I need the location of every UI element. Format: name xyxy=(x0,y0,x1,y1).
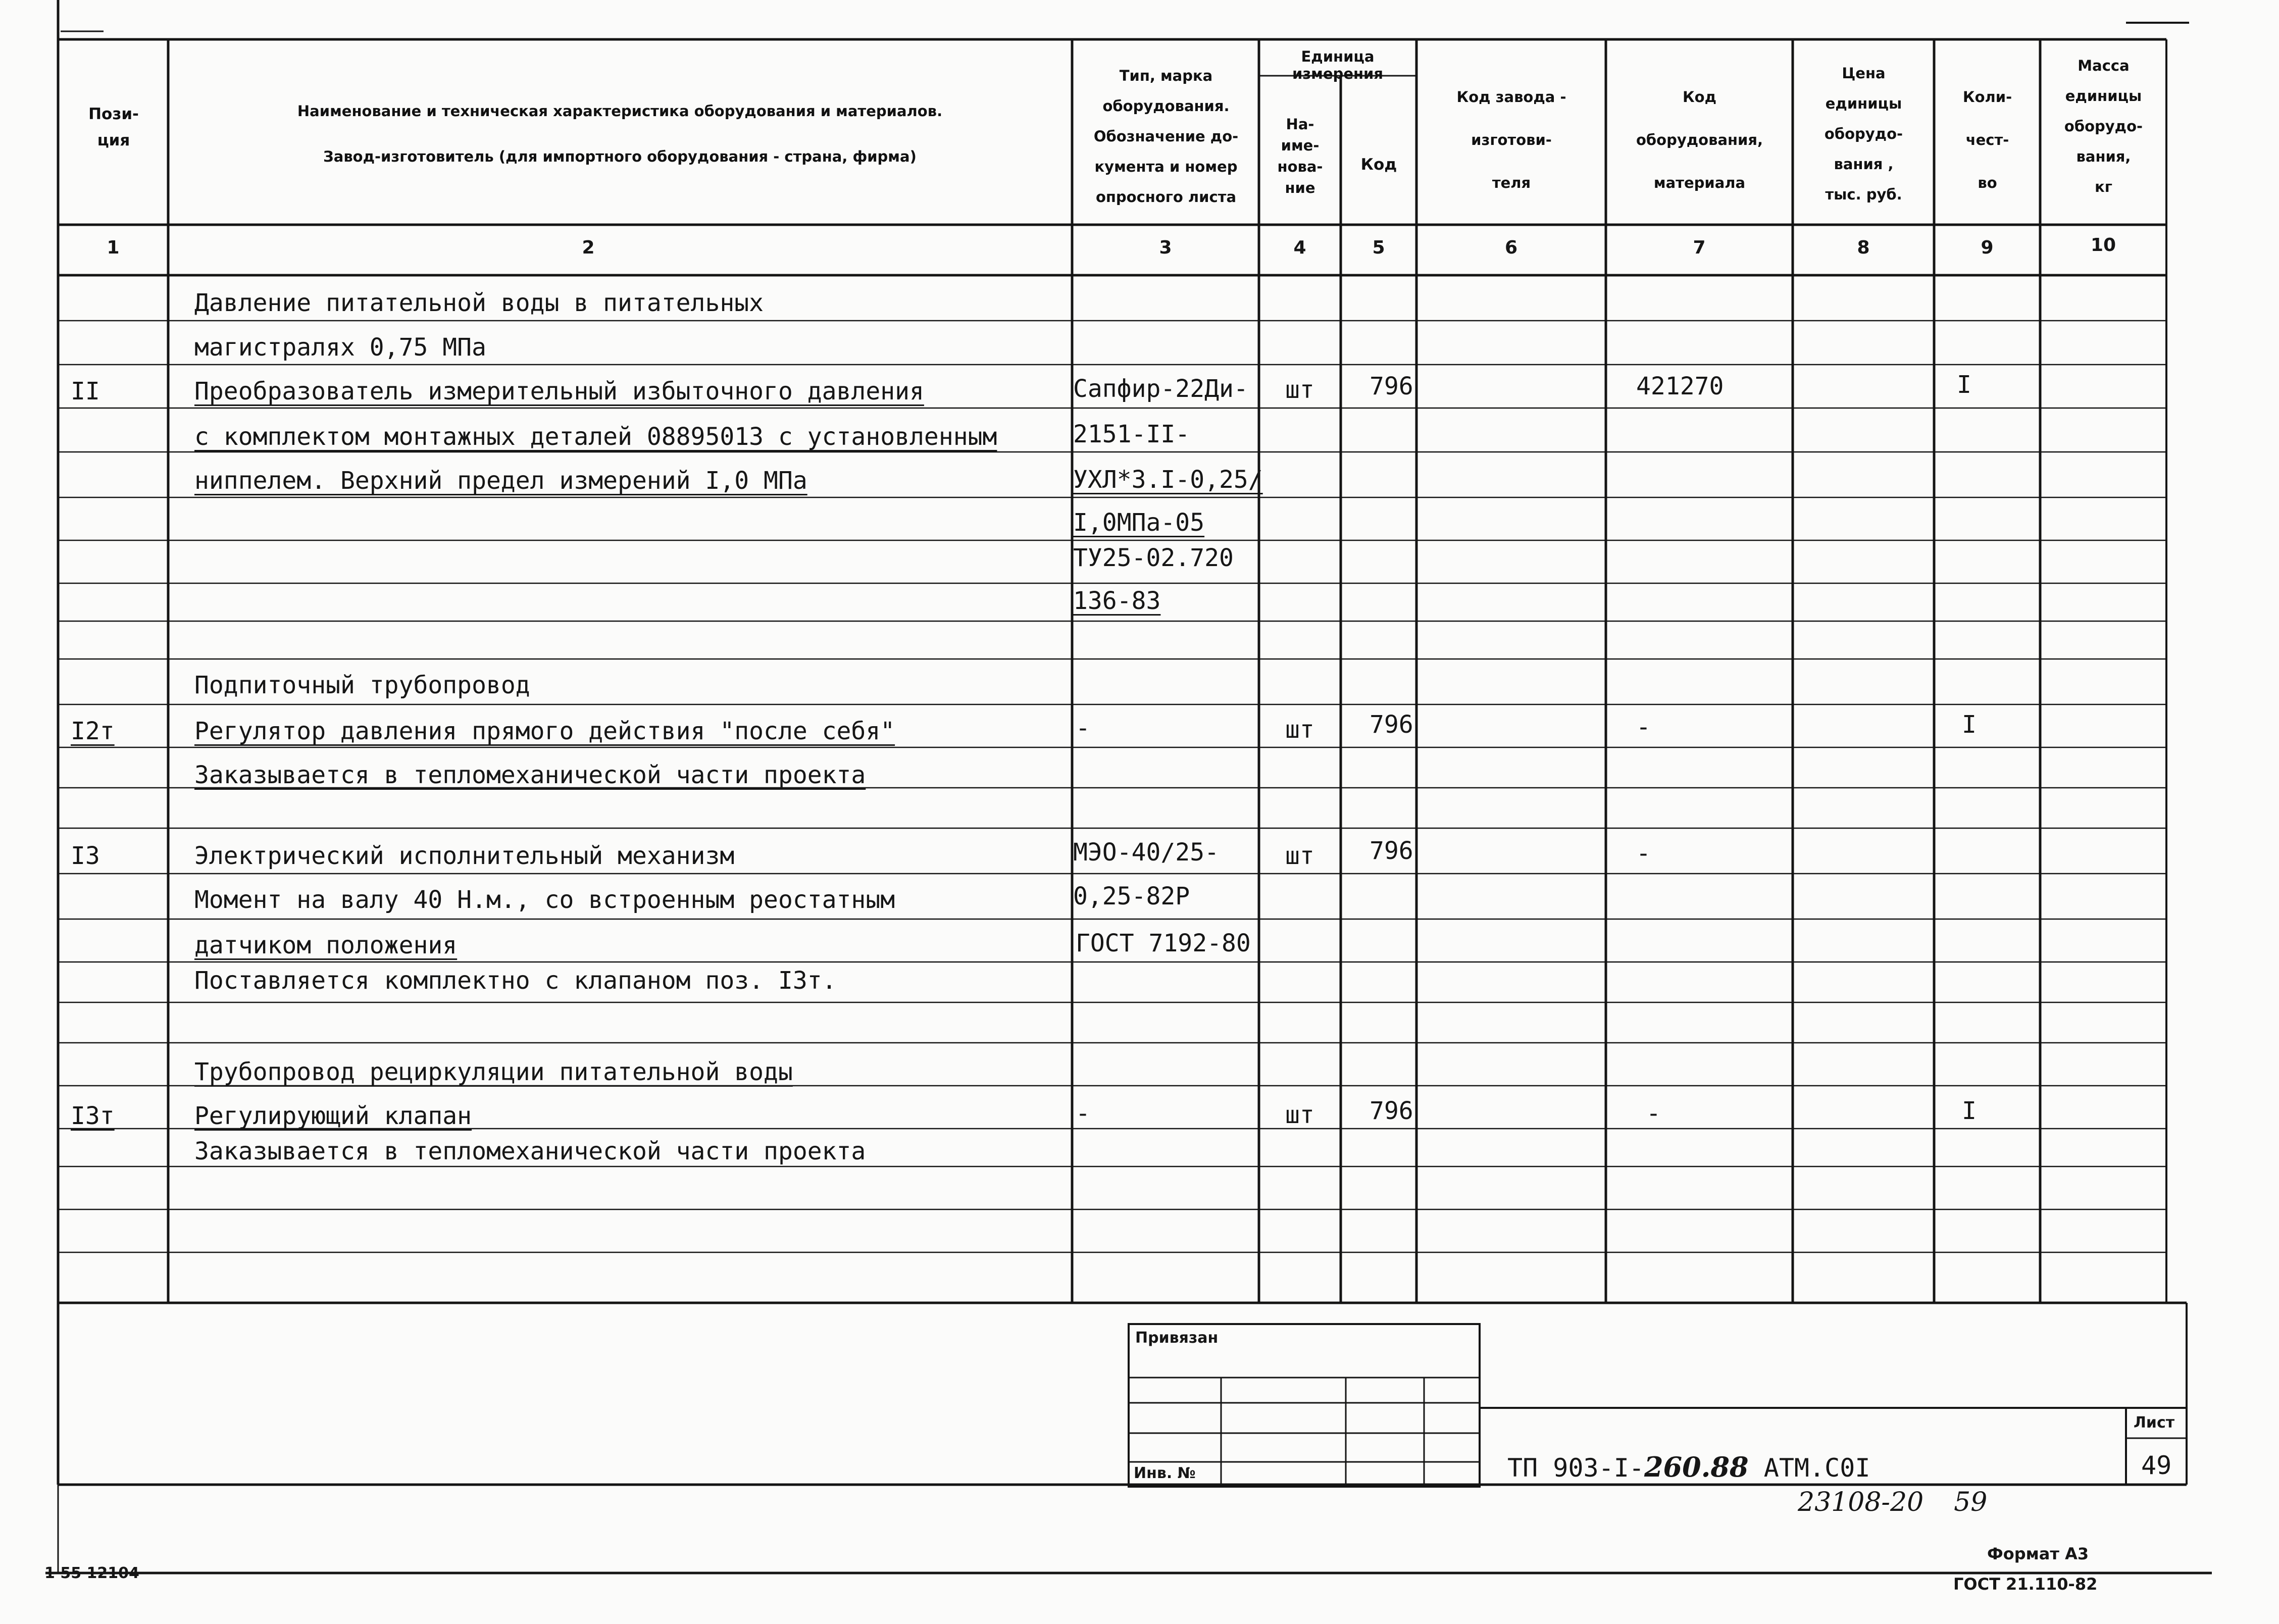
row-equipment-code: - xyxy=(1636,839,1651,868)
row-equipment-code: - xyxy=(1646,1099,1661,1128)
row-quantity: I xyxy=(1957,371,1971,399)
footer-archive-code: 1 55 12104 xyxy=(44,1564,139,1582)
row-type: - xyxy=(1076,714,1090,742)
row-name: Регулятор давления прямого действия "после себя" xyxy=(194,717,895,745)
column-number: 1 xyxy=(107,237,120,258)
column-number: 6 xyxy=(1504,237,1518,258)
row-name: с комплектом монтажных деталей 08895013 с установленным xyxy=(194,423,997,451)
row-type: УХЛ*3.I-0,25/ xyxy=(1073,466,1263,494)
column-number: 2 xyxy=(582,237,595,258)
row-unit: шт xyxy=(1285,376,1314,404)
row-name: Подпиточный трубопровод xyxy=(194,671,530,699)
header-unit-name: На- име- нова- ние xyxy=(1277,116,1323,196)
row-name: Регулирующий клапан xyxy=(194,1102,472,1130)
row-type: Сапфир-22Ди- xyxy=(1073,375,1248,403)
row-unit: шт xyxy=(1285,1101,1314,1129)
column-number: 3 xyxy=(1159,237,1172,258)
row-unit: шт xyxy=(1285,842,1314,870)
row-type: 136-83 xyxy=(1073,587,1161,615)
archive-number: 23108-20 59 xyxy=(1798,1487,1988,1517)
row-position: II xyxy=(71,377,100,405)
header-quantity: Коли- чест- во xyxy=(1962,88,2012,191)
row-position: I3 xyxy=(71,842,100,870)
header-price: Цена единицы оборудо- вания , тыс. руб. xyxy=(1824,65,1903,203)
sheet-label: Лист xyxy=(2134,1414,2175,1432)
row-quantity: I xyxy=(1962,1097,1977,1125)
row-type: 0,25-82Р xyxy=(1073,882,1190,910)
header-equipment-code: Код оборудования, материала xyxy=(1636,88,1763,191)
header-mass: Масса единицы оборудо- вания, кг xyxy=(2064,57,2143,195)
row-name: Заказывается в тепломеханической части проекта xyxy=(194,1137,866,1165)
column-number: 4 xyxy=(1293,237,1306,258)
row-quantity: I xyxy=(1962,710,1977,739)
header-unit-code: Код xyxy=(1360,156,1397,174)
column-number: 8 xyxy=(1857,237,1870,258)
row-name: датчиком положения xyxy=(194,931,458,959)
header-name: Наименование и техническая характеристика оборудования и материалов. Завод-изготовитель (для импортного оборудования - страна, фирма) xyxy=(297,103,943,165)
column-number: 7 xyxy=(1693,237,1706,258)
row-type: I,0МПа-05 xyxy=(1073,509,1205,537)
row-name: Момент на валу 40 Н.м., со встроенным реостатным xyxy=(194,886,895,914)
header-type: Тип, марка оборудования. Обозначение до- кумента и номер опросного листа xyxy=(1093,67,1239,206)
row-type: - xyxy=(1076,1099,1090,1128)
row-name: Поставляется комплектно с клапаном поз. I3т. xyxy=(194,967,837,995)
stamp-inv-no-label: Инв. № xyxy=(1134,1464,1196,1482)
header-position: Пози- ция xyxy=(88,105,139,149)
row-name: Преобразователь измерительный избыточного давления xyxy=(194,377,924,405)
footer-format: Формат А3 xyxy=(1987,1544,2089,1563)
row-position: I2т xyxy=(71,717,115,745)
column-number: 5 xyxy=(1372,237,1385,258)
row-unit: шт xyxy=(1285,716,1314,744)
document-designation: ТП 903-I-260.88 АТМ.С0I xyxy=(1507,1451,1870,1483)
row-unit-code: 796 xyxy=(1370,372,1413,400)
header-unit-group: Единица измерения xyxy=(1292,48,1383,82)
column-number: 9 xyxy=(1981,237,1994,258)
row-unit-code: 796 xyxy=(1370,837,1413,865)
row-name: Электрический исполнительный механизм xyxy=(194,842,735,870)
sheet-number: 49 xyxy=(2141,1451,2172,1480)
row-unit-code: 796 xyxy=(1370,1097,1413,1125)
row-position: I3т xyxy=(71,1102,115,1130)
row-name: ниппелем. Верхний предел измерений I,0 МПа xyxy=(194,467,807,495)
header-manufacturer-code: Код завода - изготови- теля xyxy=(1456,88,1566,191)
stamp-privyazan-label: Привязан xyxy=(1135,1329,1219,1347)
row-type: 2151-II- xyxy=(1073,420,1190,448)
row-type: ТУ25-02.720 xyxy=(1073,544,1234,572)
row-unit-code: 796 xyxy=(1370,710,1413,739)
row-type: ГОСТ 7192-80 xyxy=(1076,929,1251,957)
row-name: Трубопровод рециркуляции питательной воды xyxy=(194,1058,793,1086)
row-equipment-code: - xyxy=(1636,713,1651,741)
row-equipment-code: 421270 xyxy=(1636,372,1724,400)
row-name: магистралях 0,75 МПа xyxy=(194,333,486,362)
row-name: Давление питательной воды в питательных xyxy=(194,289,764,317)
footer-gost: ГОСТ 21.110-82 xyxy=(1953,1575,2098,1594)
column-number: 10 xyxy=(2090,235,2116,256)
row-name: Заказывается в тепломеханической части проекта xyxy=(194,761,866,789)
row-type: МЭО-40/25- xyxy=(1073,838,1219,867)
